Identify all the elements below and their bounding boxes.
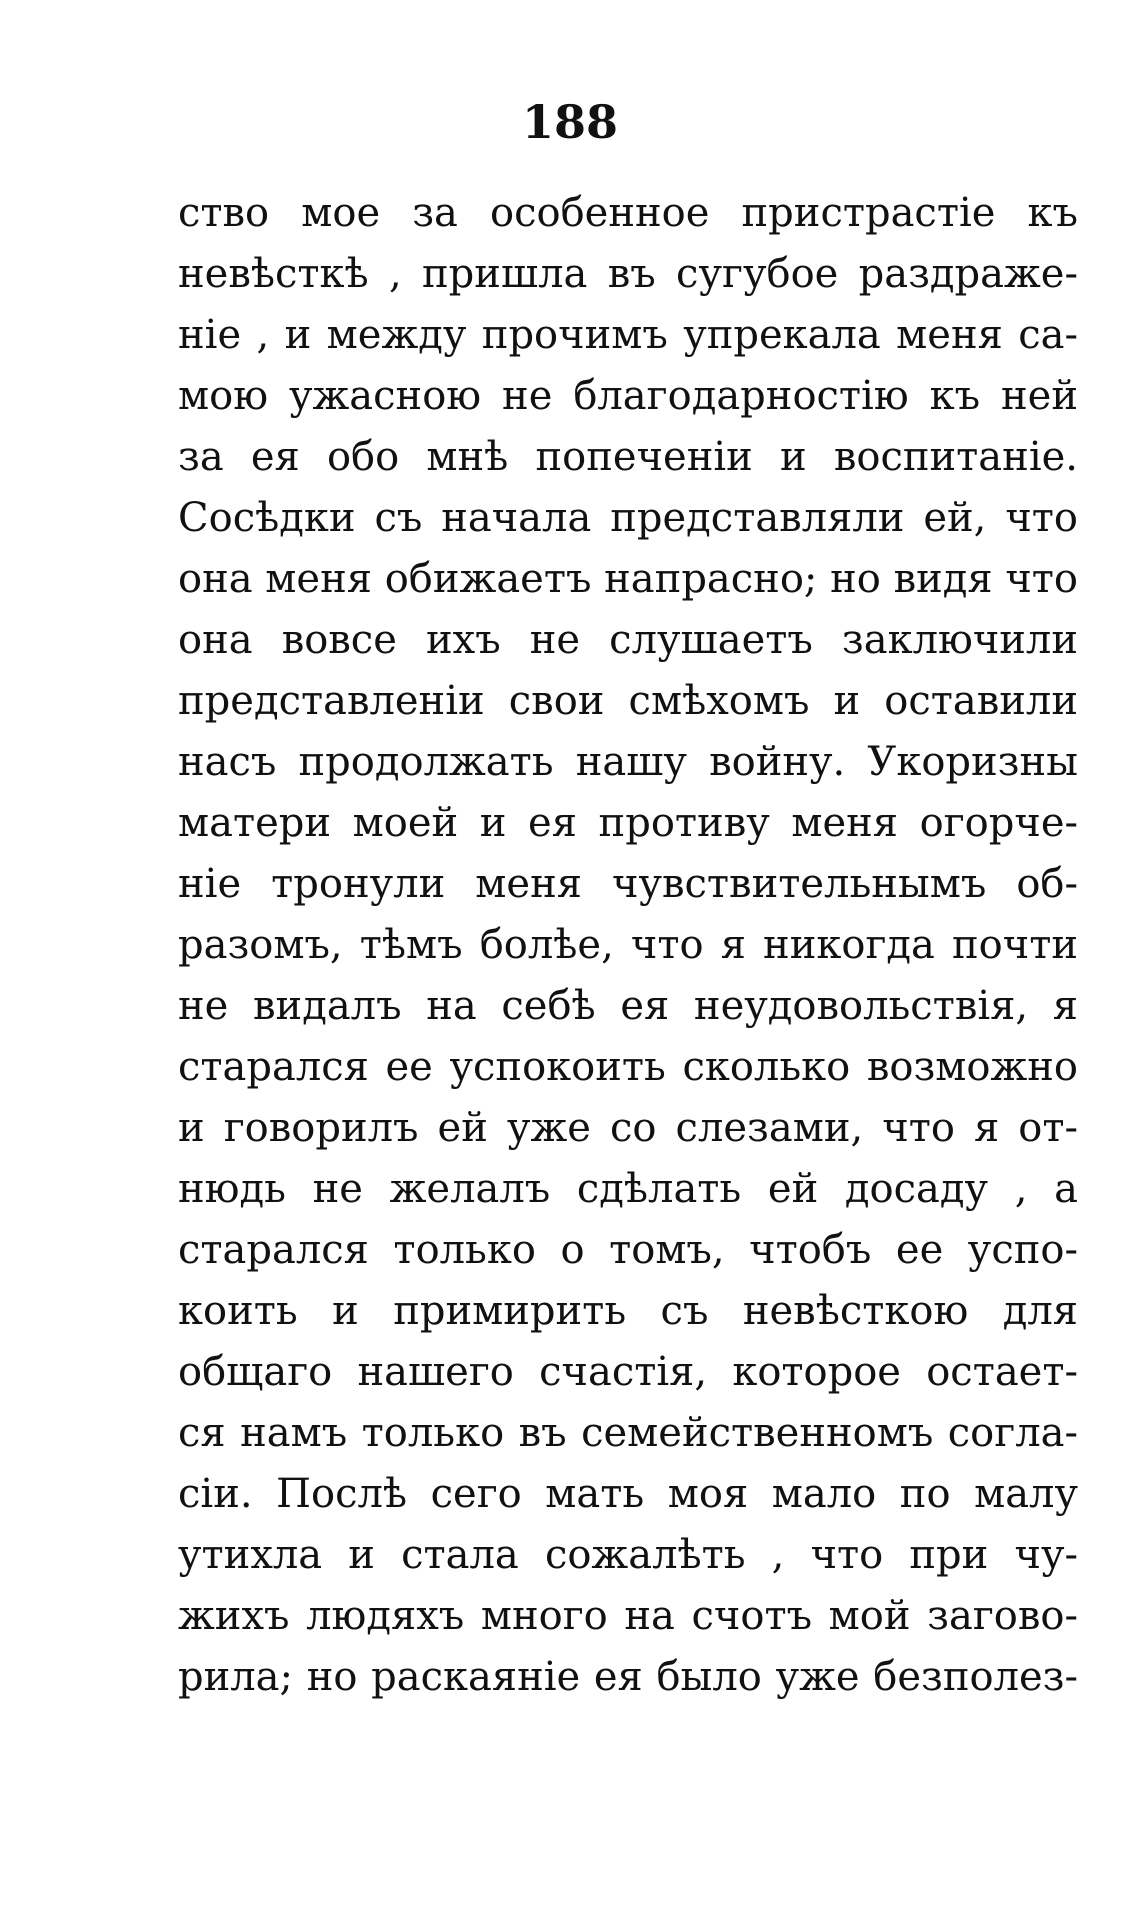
text-line: насъ продолжать нашу войну. Укоризны <box>178 739 1078 785</box>
text-line: ство мое за особенное пристрастіе къ <box>178 190 1078 236</box>
text-line: жихъ людяхъ много на счотъ мой загово- <box>178 1593 1078 1639</box>
body-text <box>178 183 1078 1708</box>
text-line: старался только о томъ, чтобъ ее успо- <box>178 1227 1078 1273</box>
text-line: утихла и стала сожалѣть , что при чу- <box>178 1532 1078 1578</box>
text-line: ся намъ только въ семейственномъ согла- <box>178 1410 1078 1456</box>
text-line: она вовсе ихъ не слушаетъ заключили <box>178 617 1078 663</box>
text-line: за ея обо мнѣ попеченіи и воспитаніе. <box>178 434 1078 480</box>
text-line: представленіи свои смѣхомъ и оставили <box>178 678 1078 724</box>
text-line: и говорилъ ей уже со слезами, что я от- <box>178 1105 1078 1151</box>
text-line: старался ее успокоить сколько возможно <box>178 1044 1078 1090</box>
text-line: она меня обижаетъ напрасно; но видя что <box>178 556 1078 602</box>
text-line: невѣсткѣ , пришла въ сугубое раздраже- <box>178 251 1078 297</box>
text-line: мою ужасною не благодарностію къ ней <box>178 373 1078 419</box>
text-line: не видалъ на себѣ ея неудовольствія, я <box>178 983 1078 1029</box>
page-number: 188 <box>521 95 619 149</box>
text-line: Сосѣдки съ начала представляли ей, что <box>178 495 1078 541</box>
text-line: сіи. Послѣ сего мать моя мало по малу <box>178 1471 1078 1517</box>
text-line: ніе тронули меня чувствительнымъ об- <box>178 861 1078 907</box>
text-line: ніе , и между прочимъ упрекала меня са- <box>178 312 1078 358</box>
text-line: коить и примирить съ невѣсткою для <box>178 1288 1078 1334</box>
text-line: матери моей и ея противу меня огорче- <box>178 800 1078 846</box>
text-line: нюдь не желалъ сдѣлать ей досаду , а <box>178 1166 1078 1212</box>
text-line: рила; но раскаяніе ея было уже безполез- <box>178 1654 1078 1700</box>
text-line: разомъ, тѣмъ болѣе, что я никогда почти <box>178 922 1078 968</box>
text-line: общаго нашего счастія, которое остает- <box>178 1349 1078 1395</box>
